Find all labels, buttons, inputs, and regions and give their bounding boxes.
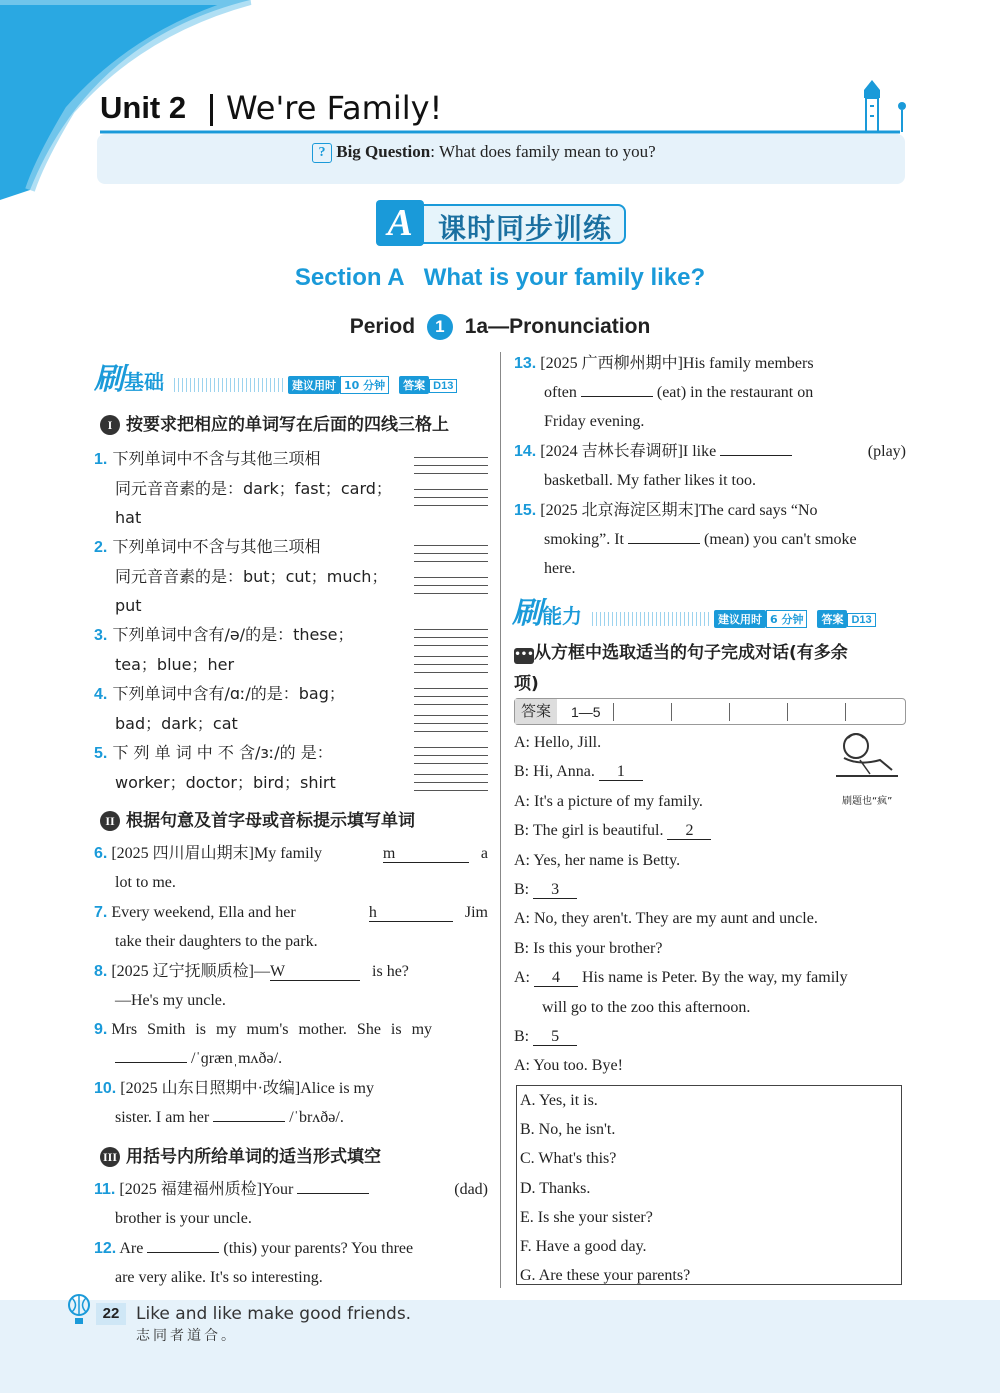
q7: 7. Every weekend, Ella and her h Jim take their daughters to the park. [94, 904, 488, 950]
q3-writing-lines[interactable] [414, 622, 488, 673]
q7-blank[interactable]: h [369, 905, 453, 922]
basic-label: 基础 [124, 370, 164, 394]
q11: 11. [2025 福建福州质检]Your (dad) brother is your uncle. [94, 1181, 488, 1227]
dialog-title: •••从方框中选取适当的句子完成对话(有多余 项) [514, 643, 848, 694]
period-title [0, 314, 1000, 340]
q3: 3. 下列单词中含有/ə/的是：these； tea；blue；her [94, 625, 354, 674]
page-number: 22 [96, 1303, 126, 1325]
q2-writing-lines[interactable] [414, 538, 488, 594]
q2: 2. 下列单词中不含与其他三项相 同元音音素的是：but；cut；much； put [94, 537, 388, 615]
option-b: B. No, he isn't. [520, 1121, 616, 1139]
part1-title: I 按要求把相应的单词写在后面的四线三格上 [100, 410, 449, 435]
answer-row: 答案 1—5 [514, 698, 906, 725]
banner-text: 课时同步训练 [438, 212, 613, 245]
q9: 9. Mrs Smith is my mum's mother. She is my /ˈɡrænˌmʌðə/. [94, 1021, 433, 1067]
unit-title: We're Family! [226, 89, 443, 127]
q8-blank[interactable]: W [270, 964, 360, 981]
dialogue-line: A: Yes, her name is Betty. [514, 851, 681, 869]
q8: 8. [2025 辽宁抚顺质检]—W is he? —He's my uncle. [94, 963, 409, 1009]
answer-page: D13 [429, 379, 457, 393]
dialogue-blank-3[interactable]: 3 [533, 882, 577, 899]
dialogue-blank-2[interactable]: 2 [667, 823, 711, 840]
q6-blank[interactable]: m [383, 846, 469, 863]
q13-blank[interactable] [581, 396, 653, 397]
motto-english: Like and like make good friends. [136, 1304, 412, 1324]
dialogue-line: B: Hi, Anna. 1 [514, 757, 906, 786]
q13: 13. [2025 广西柳州期中]His family members often (eat) in the restaurant on Friday evening. [514, 355, 814, 430]
dialogue-line: A: It's a picture of my family. [514, 792, 703, 810]
options-box [516, 1085, 902, 1285]
shua-mark: 刷 [94, 362, 124, 397]
option-c: C. What's this? [520, 1150, 617, 1168]
ability-practice-header: 刷能力 建议用时 6 分钟 答案 D13 [512, 588, 906, 622]
q5: 5. 下 列 单 词 中 不 含/ɜː/的 是： worker；doctor；bird；shirt [94, 743, 336, 792]
big-question-label: Big Question [336, 142, 431, 161]
option-d: D. Thanks. [520, 1179, 591, 1197]
q14: 14. [2024 吉林长春调研]I like (play) basketball. My father likes it too. [514, 443, 906, 489]
dialogue-line: B: Is this your brother? [514, 939, 663, 957]
q4: 4. 下列单词中含有/ɑː/的是：bag； bad；dark；cat [94, 684, 345, 733]
dialogue-line: A: Hello, Jill. [514, 734, 602, 751]
q10-blank[interactable] [213, 1121, 285, 1122]
dialogue-blank-4[interactable]: 4 [534, 970, 578, 987]
period-label: Period [349, 315, 416, 338]
question-icon: ? [312, 143, 332, 163]
cartoon-caption: 刷题也“疯” [842, 796, 893, 807]
q1: 1. 下列单词中不含与其他三项相 同元音音素的是：dark；fast；card； hat [94, 449, 392, 527]
part3-title: III 用括号内所给单词的适当形式填空 [100, 1142, 381, 1167]
q9-blank[interactable] [115, 1062, 187, 1063]
balloon-icon [66, 1294, 92, 1326]
unit-label: Unit 2 [100, 90, 187, 125]
part1-questions [94, 444, 488, 800]
lighthouse-icon [856, 76, 910, 134]
option-a: A. Yes, it is. [520, 1092, 598, 1109]
q11-blank[interactable] [297, 1193, 369, 1194]
dialogue-line: B: The girl is beautiful. 2 [514, 816, 906, 845]
period-number: 1 [427, 314, 453, 340]
column-divider [500, 352, 501, 1288]
q12: 12. Are (this) your parents? You three are very alike. It's so interesting. [94, 1240, 414, 1286]
q12-blank[interactable] [147, 1252, 219, 1253]
dialogue-blank-1[interactable]: 1 [599, 764, 643, 781]
q1-writing-lines[interactable] [414, 450, 488, 506]
answer-tag: 答案 [399, 376, 429, 394]
dialogue-line: A: 4 His name is Peter. By the way, my family [514, 969, 848, 987]
option-f: F. Have a good day. [520, 1238, 647, 1256]
dialogue-line: B: 5 [514, 1022, 906, 1051]
big-question: ? Big Question: What does family mean to you? [312, 142, 656, 163]
dialogue-blank-5[interactable]: 5 [533, 1029, 577, 1046]
option-g: G. Are these your parents? [520, 1267, 691, 1285]
q4-writing-lines[interactable] [414, 681, 488, 732]
cartoon-illustration [830, 730, 902, 784]
big-question-text: What does family mean to you? [438, 142, 656, 161]
time-tag: 建议用时 [288, 376, 340, 394]
basic-practice-header [94, 354, 488, 397]
q10: 10. [2025 山东日照期中·改编]Alice is my sister. I am her /ˈbrʌðə/. [94, 1080, 375, 1126]
q5-writing-lines[interactable] [414, 740, 488, 791]
dialogue-line: B: 3 [514, 875, 906, 904]
lesson-banner [376, 204, 626, 244]
section-title: Section A What is your family like? [294, 264, 706, 291]
dialogue-line: will go to the zoo this afternoon. [542, 998, 751, 1016]
banner-letter: A [376, 200, 424, 246]
q6: 6. [2025 四川眉山期末]My family m a lot to me. [94, 845, 488, 891]
title-divider [210, 94, 213, 126]
time-value: 10 分钟 [340, 376, 389, 394]
dialogue-line: A: You too. Bye! [514, 1057, 623, 1075]
option-e: E. Is she your sister? [520, 1208, 653, 1226]
speech-bubble-icon: ••• [514, 648, 534, 664]
period-topic: 1a—Pronunciation [464, 315, 651, 338]
motto-chinese: 志同者道合。 [136, 1328, 238, 1344]
dialogue-line: A: No, they aren't. They are my aunt and uncle. [514, 910, 818, 928]
q15: 15. [2025 北京海淀区期末]The card says “No smoking”. It (mean) you can't smoke here. [514, 502, 857, 577]
q14-blank[interactable] [720, 455, 792, 456]
part2-title: II 根据句意及首字母或音标提示填写单词 [100, 806, 415, 831]
q15-blank[interactable] [628, 543, 700, 544]
